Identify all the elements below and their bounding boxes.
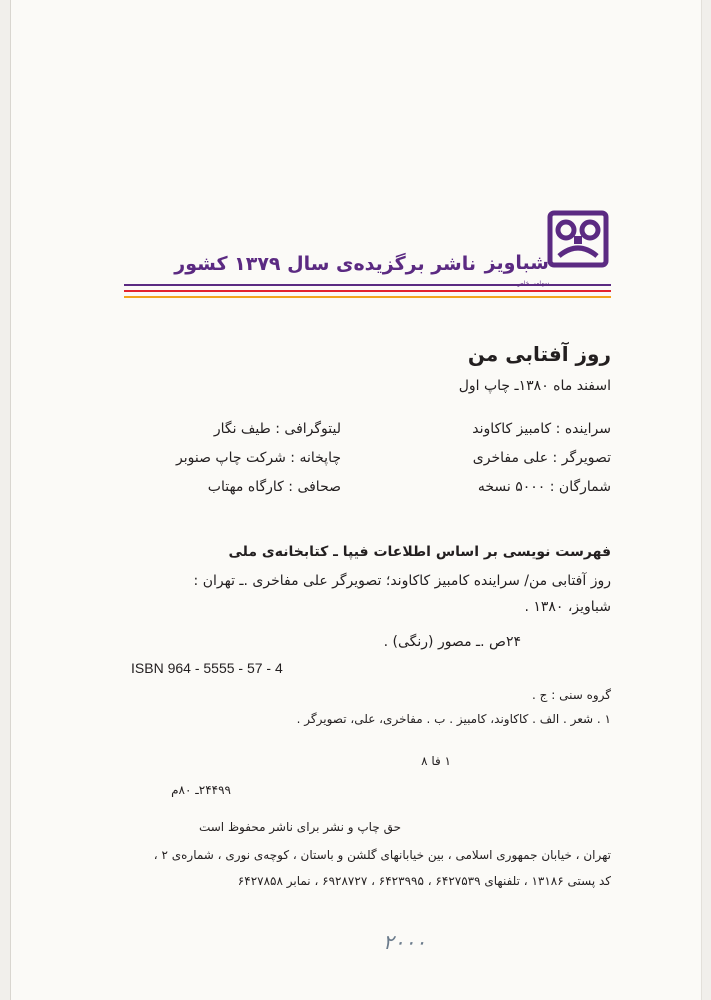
credit-value: شرکت چاپ صنوبر (176, 450, 286, 466)
catalog-subjects: ۱ . شعر . الف . کاکاوند، کامبیز . ب . مفاخری، علی، تصویرگر . (296, 712, 611, 726)
catalog-entry-line1: روز آفتابی من/ سراینده کامبیز کاکاوند؛ تصویرگر علی مفاخری .ـ تهران : (193, 573, 611, 589)
credit-poet (381, 421, 611, 443)
credit-value: کامبیز کاکاوند (472, 421, 552, 437)
credit-illustrator (381, 450, 611, 472)
credit-lithography (91, 421, 341, 443)
orange-rule (124, 296, 611, 298)
credit-label: چاپخانه : (290, 450, 341, 466)
credit-label: سراینده : (555, 421, 611, 437)
credit-value: علی مفاخری (472, 450, 549, 466)
credit-printing-house (91, 450, 341, 472)
logo-wordmark: شباویز (484, 252, 549, 274)
credit-label: تصویرگر : (552, 450, 611, 466)
catalog-physical-desc: ۲۴ص .ـ مصور (رنگی) . (383, 634, 521, 650)
credit-value: طیف نگار (213, 421, 271, 437)
catalog-number: ۲۴۴۹۹ـ ۸۰م (171, 783, 231, 797)
handwritten-note: ۲۰۰۰ (383, 930, 426, 954)
publisher-address: تهران ، خیابان جمهوری اسلامی ، بین خیابانهای گلشن و باستان ، کوچه‌ی نوری ، شماره‌ی ۲ ، (153, 848, 611, 862)
credit-label: شمارگان : (549, 479, 611, 495)
credit-value: ۵۰۰۰ نسخه (477, 479, 546, 495)
book-title: روز آفتابی من (467, 342, 611, 366)
credit-label: لیتوگرافی : (275, 421, 341, 437)
catalog-heading: فهرست نویسی بر اساس اطلاعات فیپا ـ کتابخانه‌ی ملی (228, 544, 611, 560)
isbn: ISBN 964 - 5555 - 57 - 4 (131, 660, 283, 676)
decorative-lines (124, 284, 611, 302)
credit-binding (91, 479, 341, 501)
owl-logo-icon (547, 210, 609, 268)
credit-label: صحافی : (288, 479, 341, 495)
red-rule (124, 290, 611, 292)
catalog-entry-line2: شباویز، ۱۳۸۰ . (524, 599, 611, 615)
rights-notice: حق چاپ و نشر برای ناشر محفوظ است (198, 820, 401, 834)
credit-print-run (381, 479, 611, 501)
publisher-slogan: ناشر برگزیده‌ی سال ۱۳۷۹ کشور (174, 253, 476, 275)
copyright-page (10, 0, 702, 1000)
edition-line: اسفند ماه ۱۳۸۰ـ چاپ اول (458, 378, 611, 394)
credit-value: کارگاه مهتاب (207, 479, 284, 495)
catalog-classification: ۱ فا ۸ (421, 754, 451, 768)
catalog-age-group: گروه سنی : ج . (532, 688, 611, 702)
publisher-logo (484, 208, 609, 288)
publisher-contact: کد پستی ۱۳۱۸۶ ، تلفنهای ۶۴۲۷۵۳۹ ، ۶۴۲۳۹۹۵ ، ۶۹۲۸۷۲۷ ، نمابر ۶۴۲۷۸۵۸ (237, 874, 611, 888)
purple-rule (124, 284, 611, 286)
